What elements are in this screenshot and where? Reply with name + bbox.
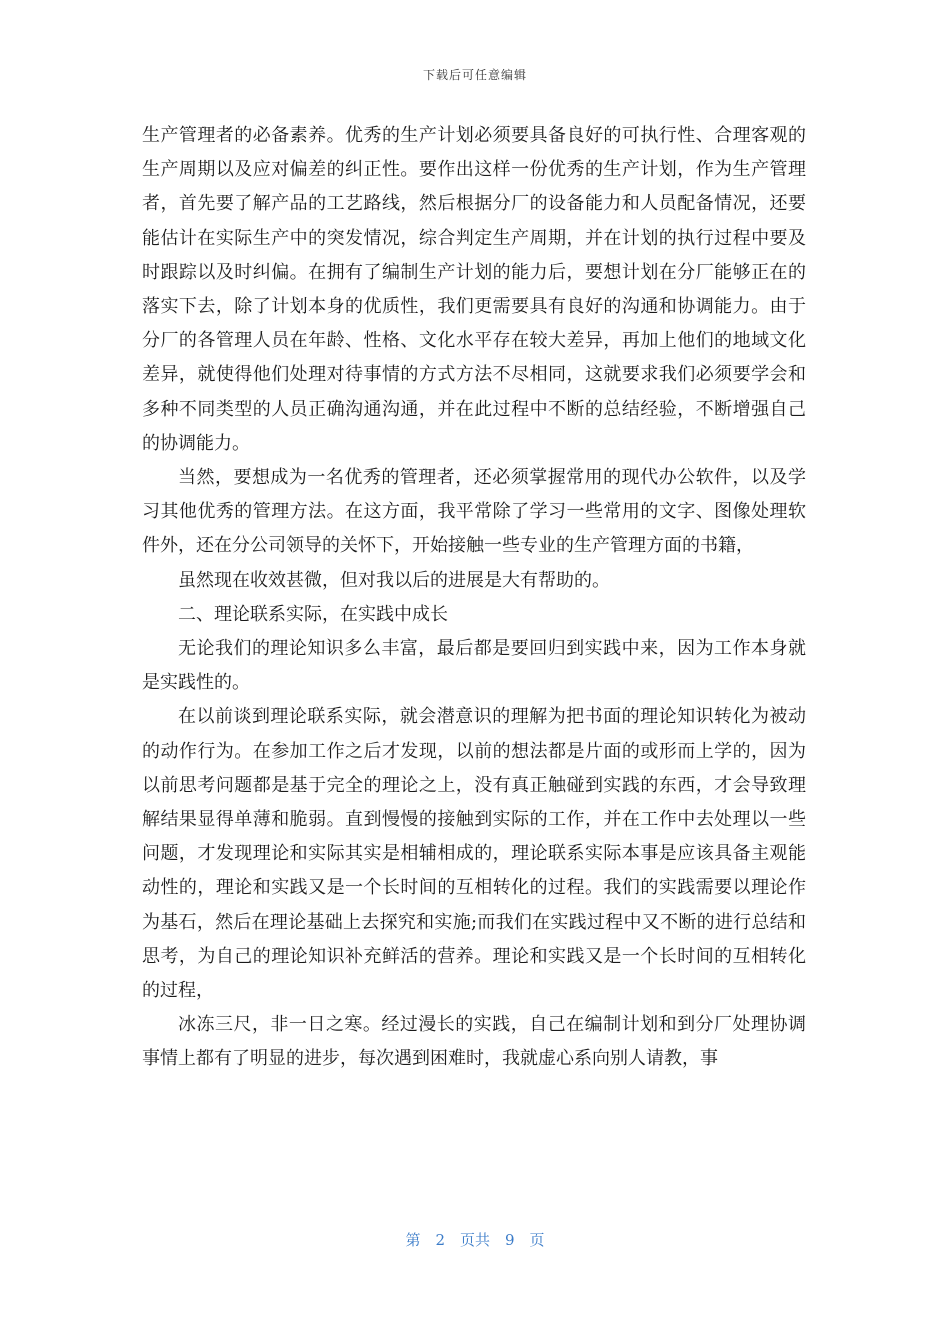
paragraph: 当然，要想成为一名优秀的管理者，还必须掌握常用的现代办公软件，以及学习其他优秀的管理方法。在这方面，我平常除了学习一些常用的文字、图像处理软件外，还在分公司领导的关怀下，开始接触一些专业的生产管理方面的书籍，: [142, 467, 806, 557]
page-number-footer: 第 2 页共 9 页: [405, 1231, 545, 1249]
paragraph: 无论我们的理论知识多么丰富，最后都是要回归到实践中来，因为工作本身就是实践性的。: [142, 638, 806, 694]
section-heading: 二、理论联系实际，在实践中成长: [178, 603, 448, 625]
document-body: [142, 119, 806, 1077]
paragraph: 虽然现在收效甚微，但对我以后的进展是大有帮助的。: [178, 569, 610, 591]
paragraph-continued: 生产管理者的必备素养。优秀的生产计划必须要具备良好的可执行性、合理客观的生产周期以及应对偏差的纠正性。要作出这样一份优秀的生产计划，作为生产管理者，首先要了解产品的工艺路线，然后根据分厂的设备能力和人员配备情况，还要能估计在实际生产中的突发情况，综合判定生产周期，并在计划的执行过程中要及时跟踪以及时纠偏。在拥有了编制生产计划的能力后，要想计划在分厂能够正在的落实下去，除了计划本身的优质性，我们更需要具有良好的沟通和协调能力。由于分厂的各管理人员在年龄、性格、文化水平存在较大差异，再加上他们的地域文化差异，就使得他们处理对待事情的方式方法不尽相同，这就要求我们必须要学会和多种不同类型的人员正确沟通沟通，并在此过程中不断的总结经验，不断增强自己的协调能力。: [142, 125, 806, 454]
paragraph: 冰冻三尺，非一日之寒。经过漫长的实践，自己在编制计划和到分厂处理协调事情上都有了明显的进步，每次遇到困难时，我就虚心系向别人请教，事: [142, 1014, 806, 1070]
page-header: 下载后可任意编辑: [422, 68, 527, 82]
paragraph: 在以前谈到理论联系实际，就会潜意识的理解为把书面的理论知识转化为被动的动作行为。在参加工作之后才发现，以前的想法都是片面的或形而上学的，因为以前思考问题都是基于完全的理论之上，没有真正触碰到实践的东西，才会导致理解结果显得单薄和脆弱。直到慢慢的接触到实际的工作，并在工作中去处理以一些问题，才发现理论和实际其实是相辅相成的，理论联系实际本事是应该具备主观能动性的，理论和实践又是一个长时间的互相转化的过程。我们的实践需要以理论作为基石，然后在理论基础上去探究和实施;而我们在实践过程中又不断的进行总结和思考，为自己的理论知识补充鲜活的营养。理论和实践又是一个长时间的互相转化的过程，: [142, 706, 806, 1002]
